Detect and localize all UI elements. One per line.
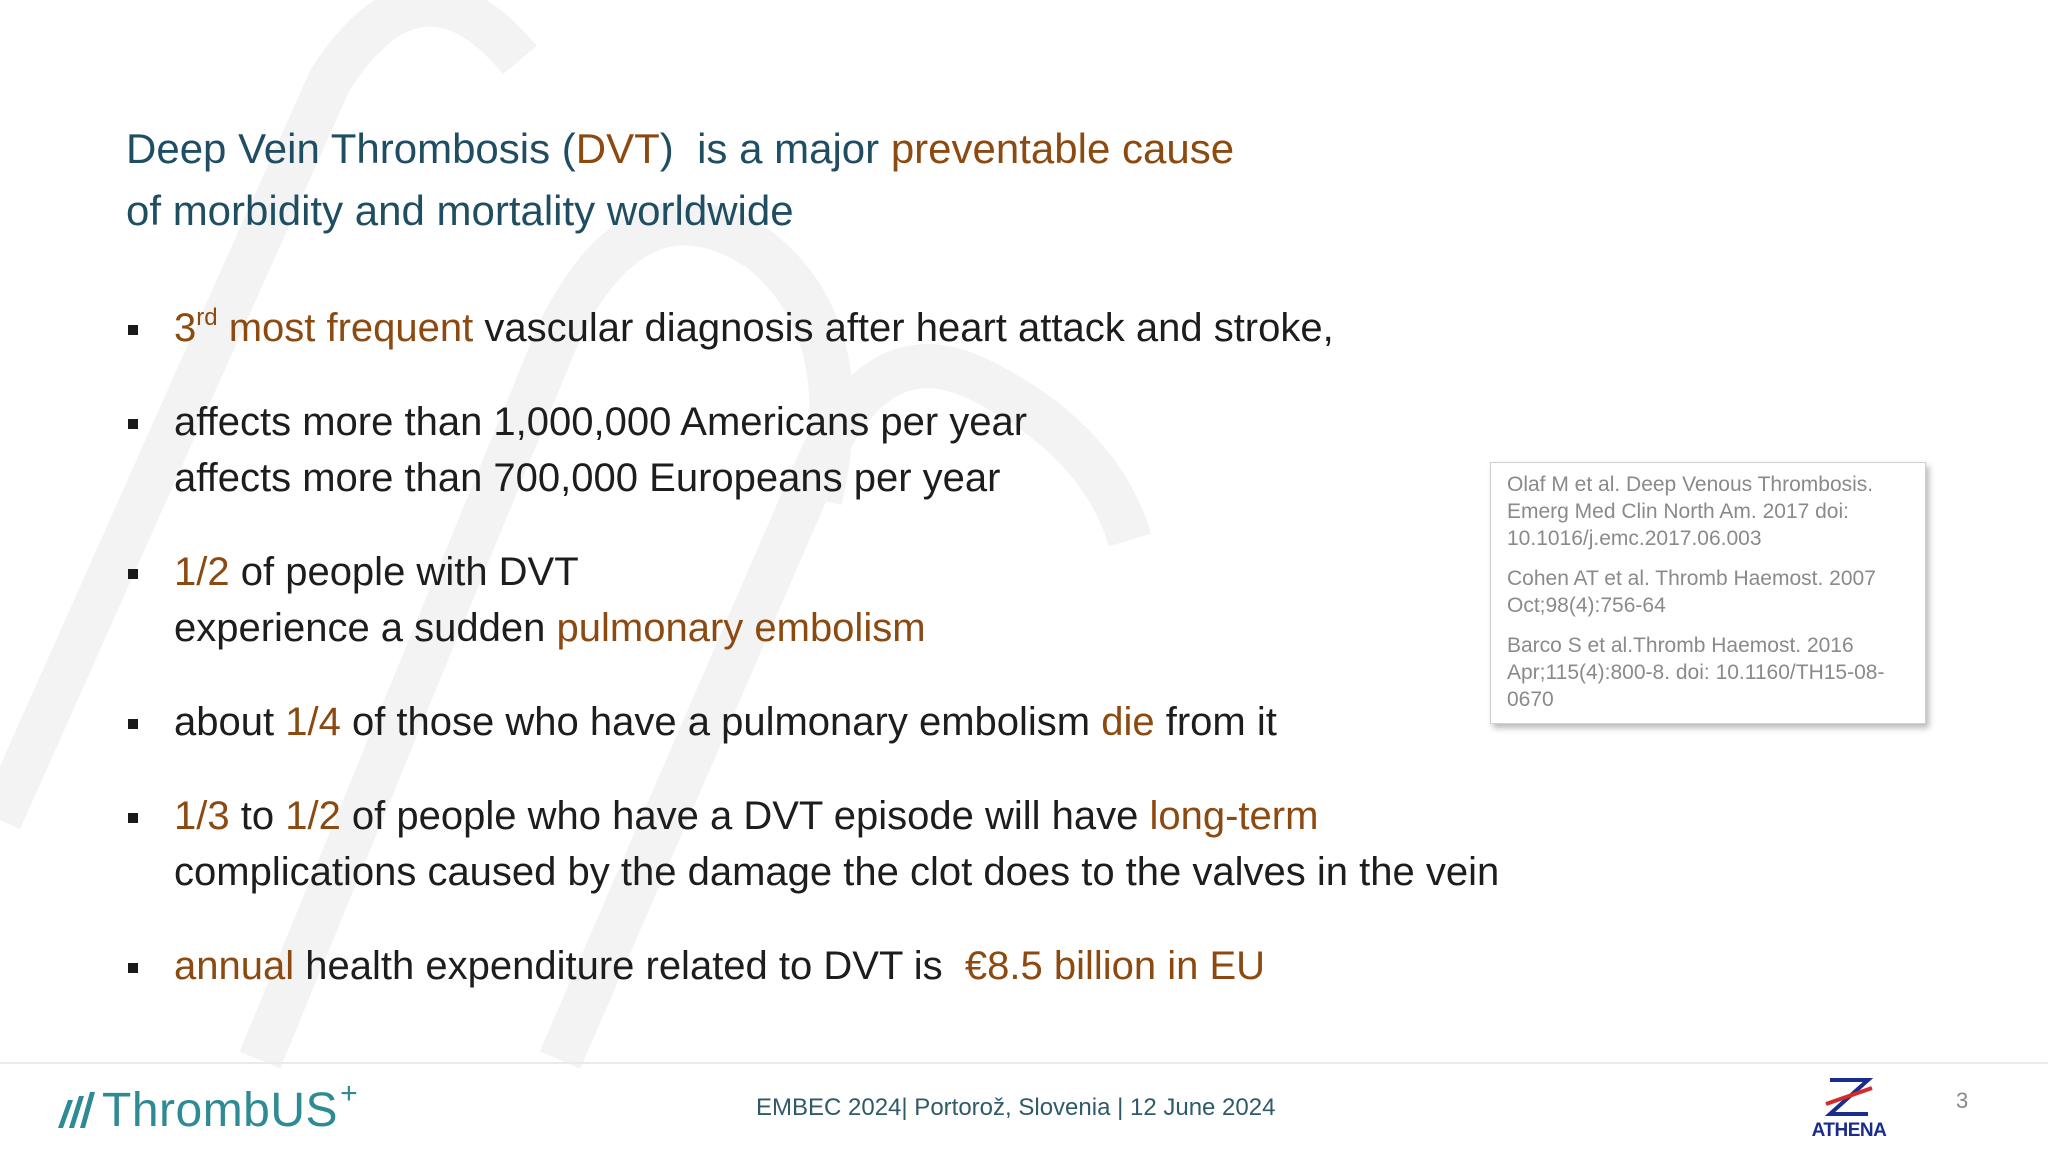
bullet-line: complications caused by the damage the clot does to the valves in the vein	[174, 850, 1500, 894]
bullet-square-icon	[128, 325, 138, 335]
title-seg: Deep Vein Thrombosis (	[126, 125, 576, 172]
bullet-line: annual health expenditure related to DVT is €8.5 billion in EU	[174, 944, 1266, 988]
bullet-item	[126, 300, 1334, 356]
title-seg: ) is a major	[659, 125, 891, 172]
bullet-line: 1/3 to 1/2 of people who have a DVT episode will have long-term	[174, 794, 1319, 838]
reference-item: Olaf M et al. Deep Venous Thrombosis. Emerg Med Clin North Am. 2017 doi: 10.1016/j.emc.2017.06.003	[1507, 473, 1874, 550]
bullet-line: about 1/4 of those who have a pulmonary embolism die from it	[174, 700, 1277, 744]
athena-logo	[1808, 1076, 1890, 1142]
bullet-square-icon	[128, 569, 138, 579]
logo-plus: +	[340, 1077, 358, 1110]
reference-item: Barco S et al.Thromb Haemost. 2016 Apr;115(4):800-8. doi: 10.1160/TH15-08-0670	[1507, 634, 1885, 711]
reference-item: Cohen AT et al. Thromb Haemost. 2007 Oct;98(4):756-64	[1507, 567, 1876, 617]
bullet-square-icon	[128, 419, 138, 429]
thrombus-logo	[56, 1077, 358, 1140]
logo-text: ThrombUS	[102, 1083, 339, 1137]
thrombus-logo-mark-icon	[56, 1090, 96, 1130]
bullet-square-icon	[128, 813, 138, 823]
athena-wordmark: ATHENA	[1811, 1120, 1887, 1141]
slide-title	[126, 118, 1234, 242]
title-seg-preventable: preventable cause	[890, 125, 1235, 172]
references-box	[1490, 462, 1926, 724]
title-seg-dvt: DVT	[575, 125, 660, 172]
title-line-1	[126, 125, 1234, 172]
event-info: EMBEC 2024| Portorož, Slovenia | 12 June 2024	[756, 1094, 1276, 1121]
bullet-line: 3rd most frequent vascular diagnosis after heart attack and stroke,	[174, 303, 1334, 350]
title-line-2: of morbidity and mortality worldwide	[126, 187, 794, 234]
bullet-item	[126, 938, 1265, 994]
bullet-square-icon	[128, 719, 138, 729]
bullet-line: 1/2 of people with DVT	[174, 550, 579, 594]
bullet-line: affects more than 700,000 Europeans per year	[174, 456, 1001, 500]
athena-logo-mark-icon	[1808, 1076, 1890, 1120]
footer-divider	[0, 1062, 2048, 1064]
bullet-square-icon	[128, 963, 138, 973]
bullet-item	[126, 788, 1734, 900]
bullet-line: experience a sudden pulmonary embolism	[174, 606, 926, 650]
bullet-line: affects more than 1,000,000 Americans per year	[174, 400, 1028, 444]
bullet-item	[126, 694, 1277, 750]
page-number: 3	[1956, 1088, 1969, 1113]
